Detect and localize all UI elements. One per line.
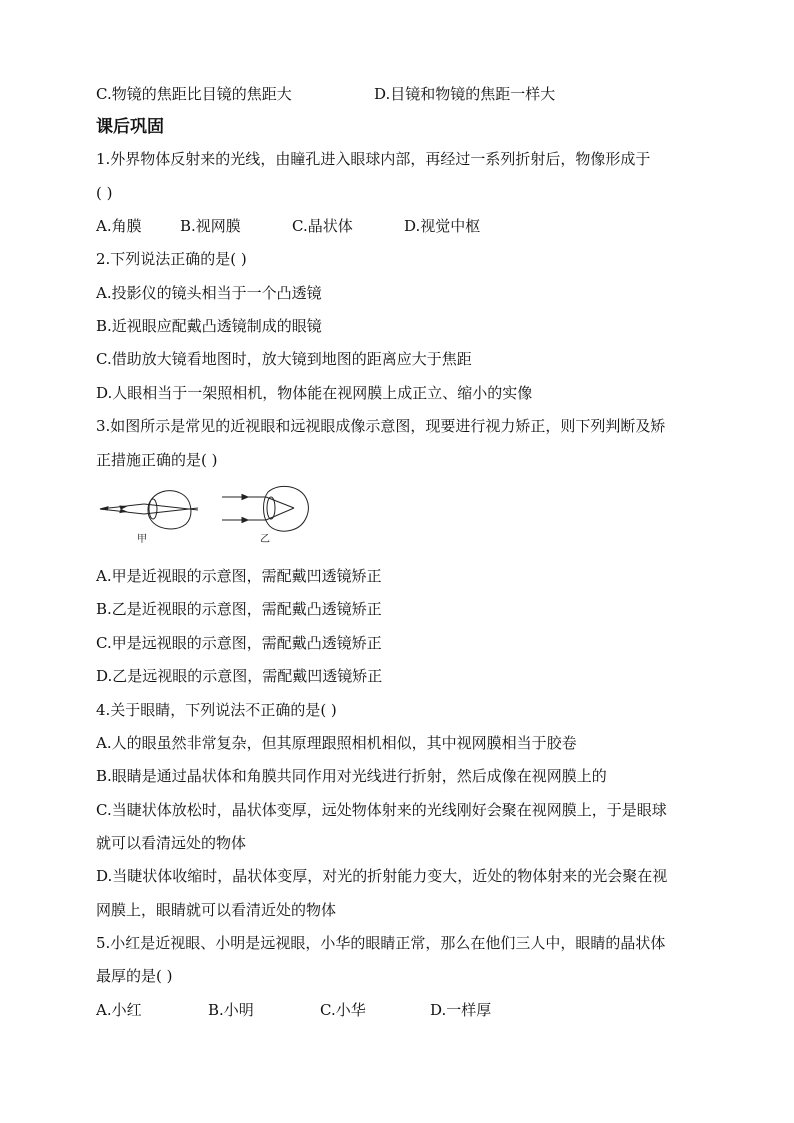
q1-stem-line2: ( ): [96, 184, 113, 202]
q2-stem: 2.下列说法正确的是( ): [96, 250, 247, 268]
eye-diagram-left: [100, 491, 198, 545]
option-c: C.物镜的焦距比目镜的焦距大: [96, 85, 292, 103]
q5-option-d: D.一样厚: [430, 1001, 492, 1019]
section-title: 课后巩固: [96, 117, 164, 137]
arrow-head: [242, 495, 248, 500]
q3-stem-line2: 正措施正确的是( ): [96, 451, 218, 469]
q3-option-b: B.乙是近视眼的示意图，需配戴凸透镜矫正: [96, 600, 382, 618]
q2-option-a: A.投影仪的镜头相当于一个凸透镜: [96, 284, 322, 302]
q3-stem-line1: 3.如图所示是常见的近视眼和远视眼成像示意图，现要进行视力矫正，则下列判断及矫: [96, 417, 666, 435]
arrow-head: [120, 510, 126, 513]
eye-diagram-figure: [96, 478, 326, 548]
q4-option-d-line2: 网膜上，眼睛就可以看清近处的物体: [96, 901, 337, 919]
eyeball-outline: [268, 486, 308, 531]
q2-option-b: B.近视眼应配戴凸透镜制成的眼镜: [96, 317, 322, 335]
q3-option-c: C.甲是远视眼的示意图，需配戴凸透镜矫正: [96, 634, 382, 652]
q4-option-d-line1: D.当睫状体收缩时，晶状体变厚，对光的折射能力变大，近处的物体射来的光会聚在视: [96, 867, 668, 885]
arrow-head: [100, 507, 108, 510]
q5-option-a: A.小红: [96, 1001, 142, 1019]
q4-option-c-line1: C.当睫状体放松时，晶状体变厚，远处物体射来的光线刚好会聚在视网膜上，于是眼球: [96, 801, 667, 819]
light-ray: [266, 497, 294, 508]
q4-option-c-line2: 就可以看清远处的物体: [96, 834, 247, 852]
q3-option-d: D.乙是远视眼的示意图，需配戴凹透镜矫正: [96, 667, 383, 685]
lens: [267, 497, 275, 519]
arrow-head: [120, 506, 126, 509]
figure-label-right: 乙: [260, 534, 270, 545]
q2-option-c: C.借助放大镜看地图时，放大镜到地图的距离应大于焦距: [96, 350, 472, 368]
q5-stem-line1: 5.小红是近视眼、小明是远视眼，小华的眼睛正常，那么在他们三人中，眼睛的晶状体: [96, 934, 666, 952]
q4-option-a: A.人的眼虽然非常复杂，但其原理跟照相机相似，其中视网膜相当于胶卷: [96, 734, 577, 752]
q1-stem-line1: 1.外界物体反射来的光线，由瞳孔进入眼球内部，再经过一系列折射后，物像形成于: [96, 150, 651, 168]
lens: [149, 499, 157, 519]
eye-diagram: [96, 478, 326, 548]
arrow-head: [242, 518, 248, 523]
q4-option-b: B.眼睛是通过晶状体和角膜共同作用对光线进行折射，然后成像在视网膜上的: [96, 767, 607, 785]
q5-option-c: C.小华: [320, 1001, 366, 1019]
figure-label-left: 甲: [137, 534, 147, 545]
q5-option-b: B.小明: [208, 1001, 254, 1019]
q1-option-d: D.视觉中枢: [404, 217, 481, 235]
q5-stem-line2: 最厚的是( ): [96, 967, 173, 985]
q1-option-c: C.晶状体: [292, 217, 353, 235]
light-ray: [144, 508, 198, 514]
q1-option-b: B.视网膜: [180, 217, 241, 235]
q1-option-a: A.角膜: [96, 217, 142, 235]
light-ray: [266, 508, 294, 520]
q4-stem: 4.关于眼睛，下列说法不正确的是( ): [96, 701, 337, 719]
q2-option-d: D.人眼相当于一架照相机，物体能在视网膜上成正立、缩小的实像: [96, 384, 533, 402]
option-d: D.目镜和物镜的焦距一样大: [374, 85, 556, 103]
eye-diagram-right: [222, 486, 308, 545]
q3-option-a: A.甲是近视眼的示意图，需配戴凹透镜矫正: [96, 567, 382, 585]
